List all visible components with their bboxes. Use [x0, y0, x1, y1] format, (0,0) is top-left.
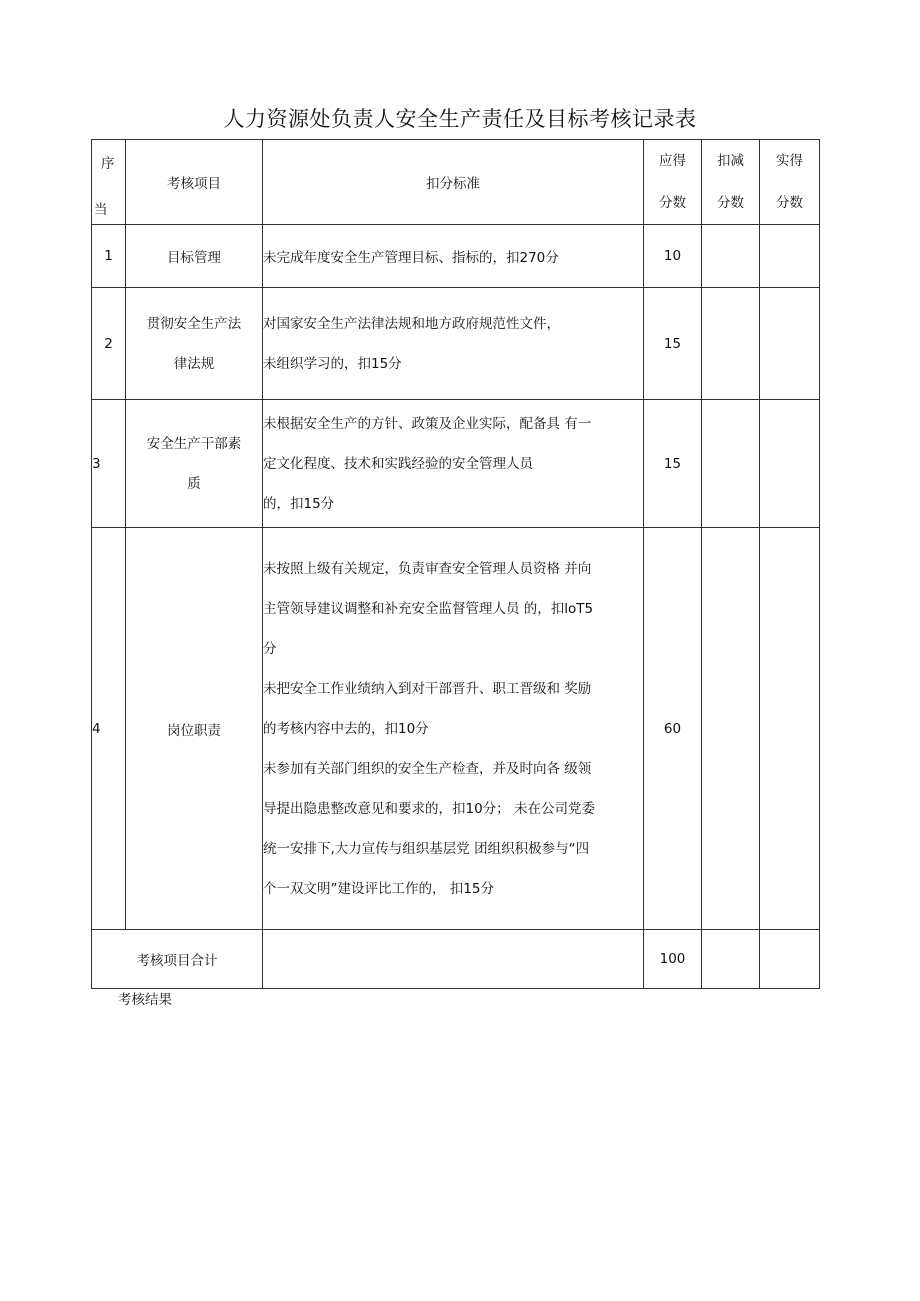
row-standard-line: 主管领导建议调整和补充安全监督管理人员 的，扣loT5: [263, 600, 594, 617]
row-seq: 4: [92, 528, 126, 930]
table-row: [92, 288, 820, 400]
table-row: [92, 225, 820, 288]
total-actual-score: [760, 930, 820, 989]
row-deduct-score: [702, 528, 760, 930]
deduct-score-header-2: 分数: [717, 195, 744, 211]
row-standard-line: 对国家安全生产法律法规和地方政府规范性文件，: [263, 315, 560, 332]
row-standard-line: 未按照上级有关规定，负责审查安全管理人员资格 并向: [263, 560, 592, 577]
standard-header: 扣分标准: [263, 140, 644, 225]
row-standard-line: 未完成年度安全生产管理目标、指标的，扣270分: [263, 250, 559, 266]
row-standard-line: 定文化程度、技术和实践经验的安全管理人员: [263, 455, 533, 472]
total-standard: [263, 930, 644, 989]
row-standard-line: 未组织学习的，扣15分: [263, 355, 402, 372]
actual-score-header-2: 分数: [776, 195, 803, 211]
row-standard-line: 统一安排下,大力宣传与组织基层党 团组织积极参与“四: [263, 840, 590, 857]
row-due-score: 15: [644, 400, 702, 528]
due-score-header: [644, 140, 702, 225]
total-deduct-score: [702, 930, 760, 989]
item-header: 考核项目: [126, 140, 263, 225]
row-standard-line: 分: [263, 640, 277, 657]
row-item-line: 贯彻安全生产法: [146, 315, 242, 332]
row-standard: [263, 400, 644, 528]
row-standard-line: 未根据安全生产的方针、政策及企业实际，配备具 有一: [263, 415, 592, 432]
row-item-line: 质: [187, 475, 201, 492]
row-item: [126, 528, 263, 930]
actual-score-header: [760, 140, 820, 225]
row-seq: 3: [92, 400, 126, 528]
assessment-result-label: 考核结果: [118, 992, 172, 1008]
seq-header-top: 序: [101, 156, 115, 172]
table-row: [92, 400, 820, 528]
header-row: [92, 140, 820, 225]
row-actual-score: [760, 528, 820, 930]
row-standard-line: 的考核内容中去的，扣10分: [263, 720, 429, 737]
row-standard-line: 导提出隐患整改意见和要求的，扣10分； 未在公司党委: [263, 800, 595, 817]
row-standard: [263, 225, 644, 288]
row-item-line: 律法规: [173, 355, 215, 372]
total-due-score: 100: [644, 930, 702, 989]
page-title: 人力资源处负责人安全生产责任及目标考核记录表: [223, 107, 697, 131]
seq-header-bottom: 当: [94, 202, 108, 218]
row-deduct-score: [702, 225, 760, 288]
row-deduct-score: [702, 288, 760, 400]
row-item: [126, 225, 263, 288]
row-actual-score: [760, 225, 820, 288]
row-due-score: 60: [644, 528, 702, 930]
actual-score-header-1: 实得: [776, 153, 803, 169]
row-standard-line: 的，扣15分: [263, 495, 335, 512]
deduct-score-header-1: 扣减: [717, 153, 744, 169]
due-score-header-2: 分数: [659, 195, 686, 211]
row-seq: 2: [92, 288, 126, 400]
row-item-line: 岗位职责: [167, 722, 221, 739]
row-item: [126, 400, 263, 528]
row-standard-line: 未把安全工作业绩纳入到对干部晋升、职工晋级和 奖励: [263, 680, 592, 697]
total-label: 考核项目合计: [92, 930, 263, 989]
table-row: [92, 528, 820, 930]
row-deduct-score: [702, 400, 760, 528]
row-standard-line: 未参加有关部门组织的安全生产检查，并及时向各 级领: [263, 760, 592, 777]
row-item-line: 目标管理: [167, 250, 221, 266]
row-actual-score: [760, 288, 820, 400]
row-standard-line: 个一双文明”建设评比工作的， 扣15分: [263, 880, 494, 897]
row-actual-score: [760, 400, 820, 528]
row-due-score: 10: [644, 225, 702, 288]
row-standard: [263, 528, 644, 930]
row-standard: [263, 288, 644, 400]
total-row: [92, 930, 820, 989]
assessment-table: [91, 139, 820, 989]
due-score-header-1: 应得: [659, 153, 686, 169]
row-seq: 1: [92, 225, 126, 288]
row-due-score: 15: [644, 288, 702, 400]
row-item: [126, 288, 263, 400]
deduct-score-header: [702, 140, 760, 225]
row-item-line: 安全生产干部素: [146, 435, 242, 452]
seq-header: [92, 140, 126, 225]
